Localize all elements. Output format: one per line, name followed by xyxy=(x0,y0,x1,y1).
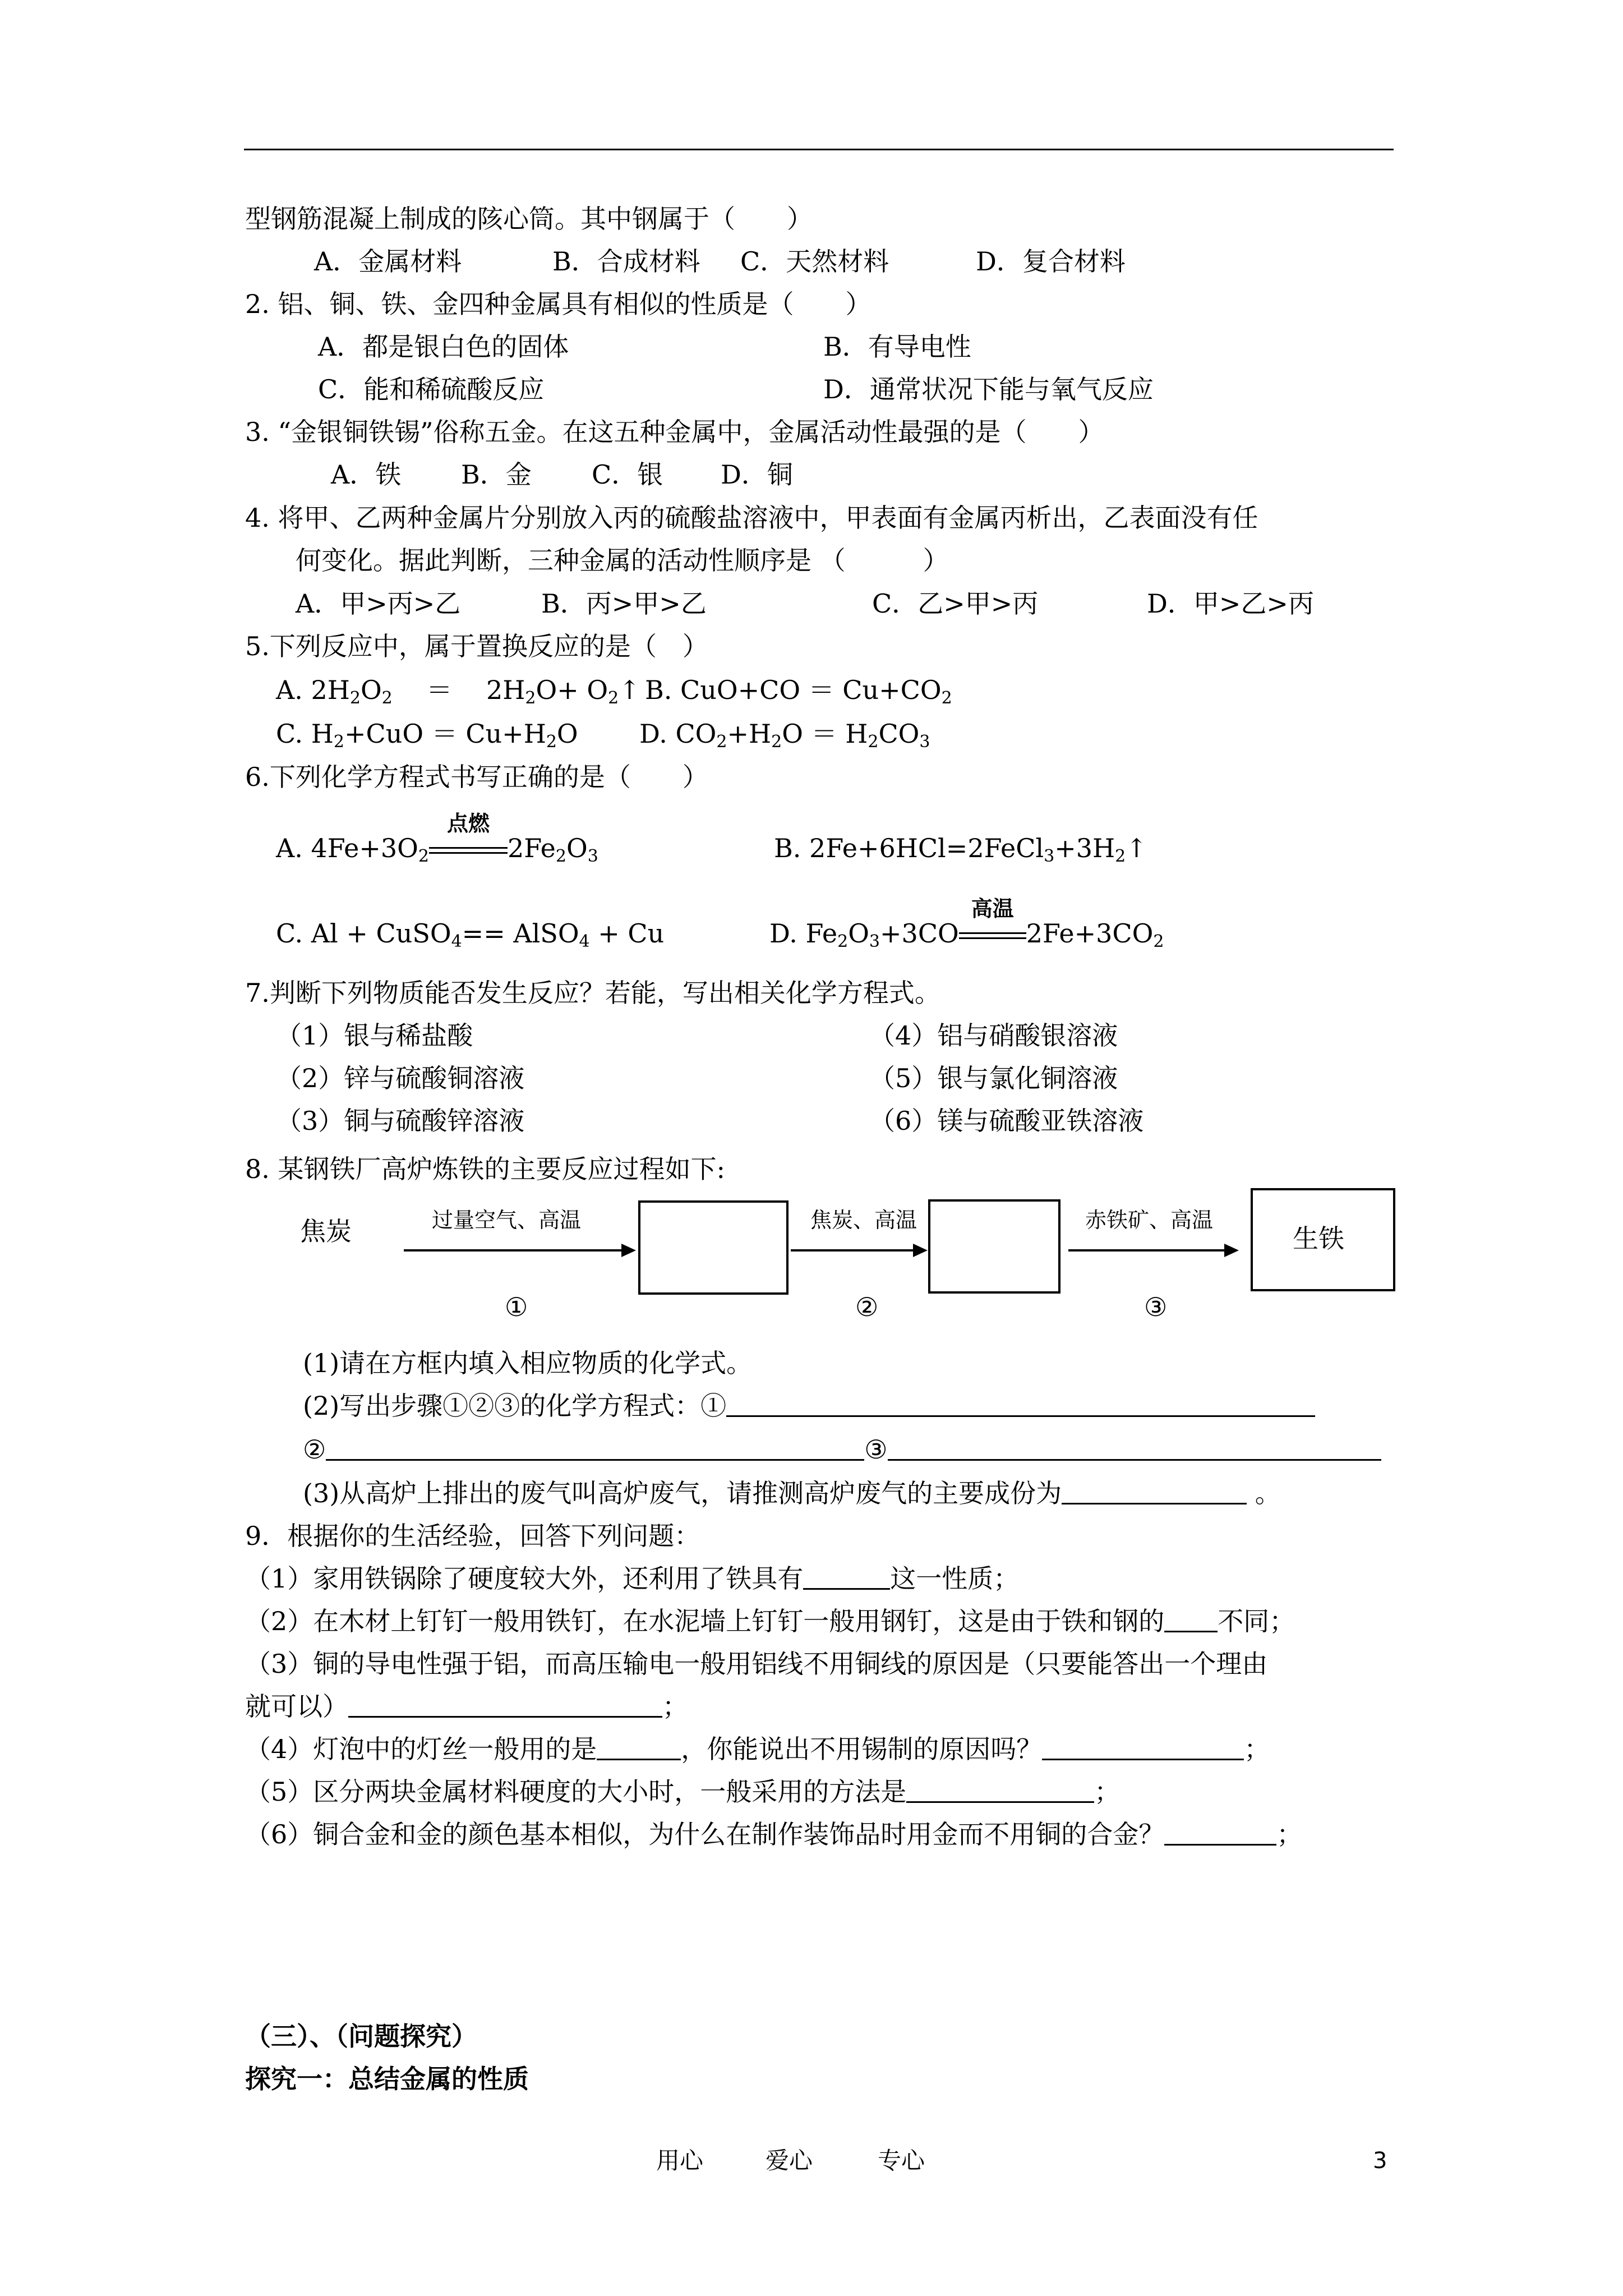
answer-blank-step2[interactable] xyxy=(326,1433,864,1461)
q5-stem: 5.下列反应中，属于置换反应的是（ ） xyxy=(245,631,708,661)
q9-line1: （1）家用铁锅除了硬度较大外，还利用了铁具有 这一性质； xyxy=(245,1563,1020,1594)
q9-line2: （2）在木材上钉钉一般用铁钉，在水泥墙上钉钉一般用钢钉，这是由于铁和钢的 不同； xyxy=(245,1606,1295,1636)
q3-option-c: C．银 xyxy=(592,459,663,490)
q1-option-d: D．复合材料 xyxy=(976,246,1126,277)
q5-option-a: A. $2H_2O_2$ ＝ $2H_2O+$ $O_2↑$ xyxy=(276,675,640,708)
answer-blank-q9-4a[interactable] xyxy=(597,1733,681,1760)
q2-option-a: A．都是银白色的固体 xyxy=(318,332,569,362)
q8-sub2-line: (2)写出步骤①②③的化学方程式：① xyxy=(303,1389,1315,1423)
q3-option-d: D．铜 xyxy=(721,459,793,490)
q4-stem-line2: 何变化。据此判断，三种金属的活动性顺序是 （ ） xyxy=(296,545,949,576)
flow-arrow-3 xyxy=(1068,1249,1237,1251)
q3-option-b: B．金 xyxy=(461,459,532,490)
q9-line5: （5）区分两块金属材料硬度的大小时，一般采用的方法是 ； xyxy=(245,1777,1121,1807)
step-1-marker: ① xyxy=(505,1292,528,1322)
flow-cond-2: 焦炭、高温 xyxy=(810,1208,917,1232)
q2-option-c: C．能和稀硫酸反应 xyxy=(318,374,545,404)
q6-option-c: C. Al + CuSO$_4$== AlSO$_4$ + Cu xyxy=(276,918,665,951)
q2-option-b: B．有导电性 xyxy=(823,332,971,362)
q5-option-b: B. $CuO+CO = Cu+CO_2$ xyxy=(645,675,952,708)
q6-option-d: D. $Fe_2O_3+3CO$ 高温 $2Fe+3CO_2$ xyxy=(769,896,1164,951)
answer-blank-q9-2[interactable] xyxy=(1164,1605,1218,1632)
q9-line6: （6）铜合金和金的颜色基本相似，为什么在制作装饰品时用金而不用铜的合金？ ； xyxy=(245,1819,1303,1849)
flow-arrow-2 xyxy=(791,1249,925,1251)
answer-blank-q9-6[interactable] xyxy=(1164,1818,1276,1846)
q1-option-b: B．合成材料 xyxy=(552,246,700,277)
q1-stem: 型钢筋混凝上制成的陔心筒。其中钢属于（ ） xyxy=(245,204,813,234)
q1-option-a: A．金属材料 xyxy=(314,246,462,277)
answer-blank-q9-1[interactable] xyxy=(803,1562,890,1590)
ignite-condition: 点燃 xyxy=(429,831,508,865)
flow-box-2 xyxy=(928,1199,1061,1294)
footer-motto-1: 用心 xyxy=(656,2147,704,2174)
answer-blank-q9-3[interactable] xyxy=(348,1690,662,1718)
q2-stem: 2. 铝、铜、铁、金四种金属具有相似的性质是（ ） xyxy=(245,289,872,319)
q6-option-b: B. $2Fe+6HCl=2FeCl_3+3H_2↑$ xyxy=(774,833,1147,866)
flow-start-coke: 焦炭 xyxy=(300,1216,352,1246)
high-temp-condition: 高温 xyxy=(959,917,1026,950)
q8-sub1: (1)请在方框内填入相应物质的化学式。 xyxy=(303,1348,753,1378)
q7-item-2: （2）锌与硫酸铜溶液 xyxy=(276,1063,525,1093)
page-number: 3 xyxy=(1373,2148,1387,2174)
footer-motto-2: 爱心 xyxy=(766,2147,813,2174)
flow-arrow-1 xyxy=(404,1249,634,1251)
q4-option-a: A．甲>丙>乙 xyxy=(296,588,461,619)
q9-line4: （4）灯泡中的灯丝一般用的是 ，你能说出不用锡制的原因吗？ ； xyxy=(245,1734,1270,1764)
answer-blank-q9-4b[interactable] xyxy=(1042,1733,1244,1760)
q3-stem: 3. “金银铜铁锡”俗称五金。在这五种金属中，金属活动性最强的是（ ） xyxy=(245,417,1104,447)
flow-box-1 xyxy=(638,1200,789,1295)
q5-option-d: D. $CO_2+H_2O = H_2CO_3$ xyxy=(639,719,930,752)
q7-stem: 7.判断下列物质能否发生反应？若能，写出相关化学方程式。 xyxy=(245,978,940,1008)
flow-cond-1: 过量空气、高温 xyxy=(432,1208,582,1232)
q9-line3b: 就可以） ； xyxy=(245,1691,688,1722)
q9-line3: （3）铜的导电性强于铝，而高压输电一般用铝线不用铜线的原因是（只要能答出一个理由 xyxy=(245,1649,1268,1679)
q7-item-4: （4）铝与硝酸银溶液 xyxy=(869,1020,1118,1051)
flow-end-pig-iron: 生铁 xyxy=(1293,1223,1344,1254)
section-heading: （三）、（问题探究） xyxy=(245,2021,477,2051)
q7-item-6: （6）镁与硫酸亚铁溶液 xyxy=(869,1106,1144,1136)
q3-option-a: A．铁 xyxy=(331,459,402,490)
step-2-marker: ② xyxy=(855,1292,879,1322)
answer-blank-q9-5[interactable] xyxy=(906,1775,1094,1803)
step-3-marker: ③ xyxy=(1144,1292,1168,1322)
q4-option-c: C．乙>甲>丙 xyxy=(872,588,1039,619)
flow-cond-3: 赤铁矿、高温 xyxy=(1085,1208,1214,1232)
q4-option-d: D．甲>乙>丙 xyxy=(1147,588,1314,619)
q6-stem: 6.下列化学方程式书写正确的是（ ） xyxy=(245,762,708,792)
answer-blank-gas[interactable] xyxy=(1062,1477,1247,1504)
q8-sub2b-line: ② ③ xyxy=(303,1433,1381,1466)
section-subheading: 探究一：总结金属的性质 xyxy=(245,2064,529,2094)
q8-sub3-line: (3)从高炉上排出的废气叫高炉废气，请推测高炉废气的主要成份为 。 xyxy=(303,1478,1281,1508)
q6-option-a: A. $4Fe+3O_2$ 点燃 $2Fe_2O_3$ xyxy=(276,811,598,866)
q7-item-1: （1）银与稀盐酸 xyxy=(276,1020,473,1051)
q1-option-c: C．天然材料 xyxy=(740,246,889,277)
answer-blank-step3[interactable] xyxy=(888,1433,1381,1461)
answer-blank-step1[interactable] xyxy=(726,1389,1315,1417)
q8-stem: 8. 某钢铁厂高炉炼铁的主要反应过程如下: xyxy=(245,1154,726,1184)
q2-option-d: D．通常状况下能与氧气反应 xyxy=(823,374,1154,404)
q7-item-3: （3）铜与硫酸锌溶液 xyxy=(276,1106,525,1136)
q5-option-c: C. $H_2+CuO = Cu+H_2O$ xyxy=(276,719,578,752)
q7-item-5: （5）银与氯化铜溶液 xyxy=(869,1063,1118,1093)
header-rule xyxy=(244,149,1394,150)
q4-stem-line1: 4. 将甲、乙两种金属片分别放入丙的硫酸盐溶液中，甲表面有金属丙析出，乙表面没有任 xyxy=(245,503,1258,533)
q9-stem: 9．根据你的生活经验，回答下列问题： xyxy=(245,1521,700,1551)
footer-motto-3: 专心 xyxy=(878,2147,925,2174)
q4-option-b: B．丙>甲>乙 xyxy=(541,588,707,619)
